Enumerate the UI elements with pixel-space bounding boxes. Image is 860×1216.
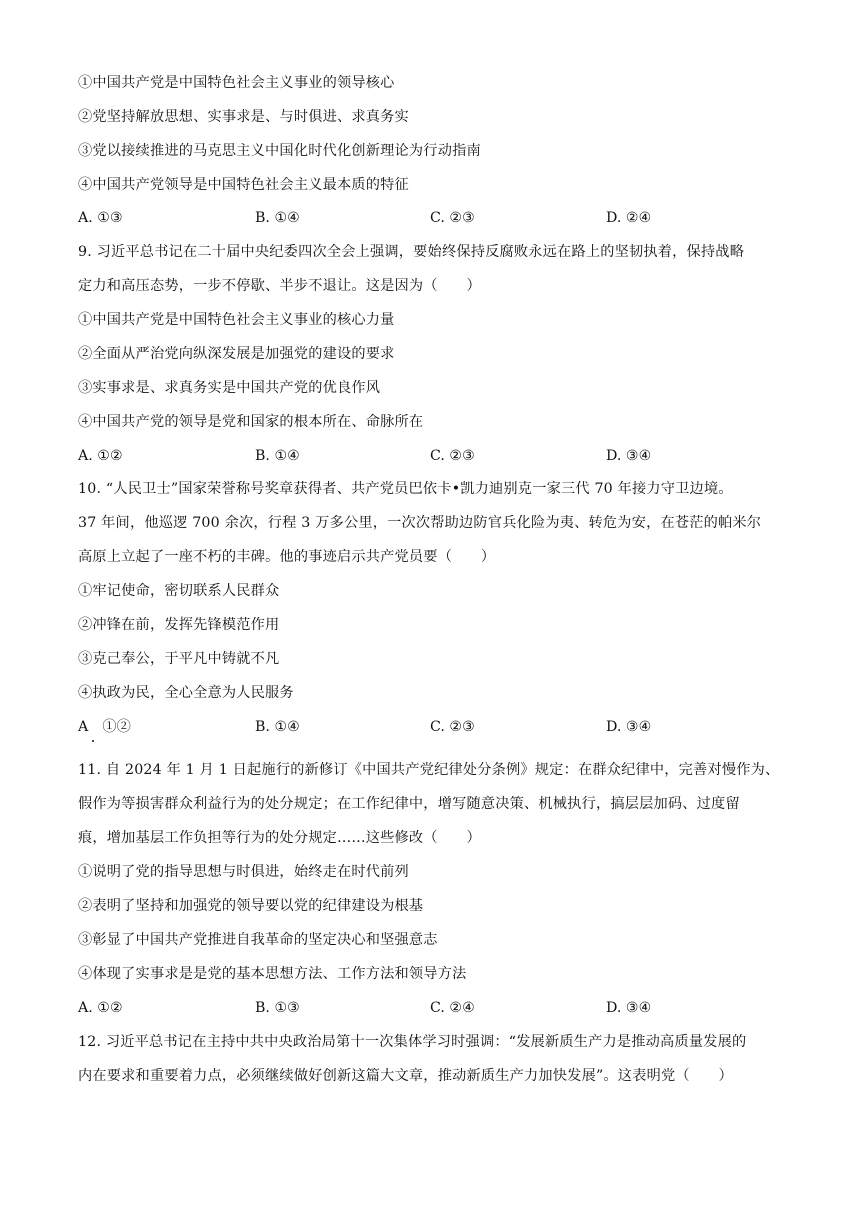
q11-option-b[interactable]: B. ①③ [255, 1000, 300, 1016]
q8-item-3: ③党以接续推进的马克思主义中国化时代化创新理论为行动指南 [78, 143, 481, 159]
q8-option-c[interactable]: C. ②③ [430, 210, 475, 226]
q11-stem-line-1: 11. 自 2024 年 1 月 1 日起施行的新修订《中国共产党纪律处分条例》规定：在群众纪律中，完善对慢作为、 [78, 762, 780, 778]
q11-item-4: ④体现了实事求是是党的基本思想方法、工作方法和领导方法 [78, 966, 467, 982]
q10-item-2: ②冲锋在前，发挥先锋模范作用 [78, 617, 280, 633]
q11-option-a[interactable]: A. ①② [78, 1000, 123, 1016]
q10-option-a[interactable]: A ①② [78, 719, 131, 735]
q9-item-3: ③实事求是、求真务实是中国共产党的优良作风 [78, 380, 381, 396]
q9-item-1: ①中国共产党是中国特色社会主义事业的核心力量 [78, 312, 395, 328]
q12-stem-line-1: 12. 习近平总书记在主持中共中央政治局第十一次集体学习时强调：“发展新质生产力是推动高质量发展的 [78, 1034, 747, 1050]
q9-option-a[interactable]: A. ①② [78, 448, 123, 464]
q9-stem-line-1: 9. 习近平总书记在二十届中央纪委四次全会上强调，要始终保持反腐败永远在路上的坚韧执着，保持战略 [78, 244, 745, 260]
q8-option-a[interactable]: A. ①③ [78, 210, 123, 226]
q10-option-c[interactable]: C. ②③ [430, 719, 475, 735]
q10-options [78, 717, 778, 737]
q12-stem-line-2: 内在要求和重要着力点，必须继续做好创新这篇大文章，推动新质生产力加快发展”。这表明党（ ） [78, 1068, 733, 1084]
q11-stem-line-2: 假作为等损害群众利益行为的处分规定；在工作纪律中，增写随意决策、机械执行，搞层层加码、过度留 [78, 796, 740, 812]
q8-item-1: ①中国共产党是中国特色社会主义事业的领导核心 [78, 75, 395, 91]
q9-stem-line-2: 定力和高压态势，一步不停歇、半步不退让。这是因为（ ） [78, 278, 481, 294]
q9-item-4: ④中国共产党的领导是党和国家的根本所在、命脉所在 [78, 414, 424, 430]
q8-option-b[interactable]: B. ①④ [255, 210, 300, 226]
q10-item-4: ④执政为民，全心全意为人民服务 [78, 685, 294, 701]
q8-item-4: ④中国共产党领导是中国特色社会主义最本质的特征 [78, 177, 409, 193]
q8-option-d[interactable]: D. ②④ [606, 210, 652, 226]
q11-option-d[interactable]: D. ③④ [606, 1000, 652, 1016]
q9-item-2: ②全面从严治党向纵深发展是加强党的建设的要求 [78, 346, 395, 362]
q11-item-2: ②表明了坚持和加强党的领导要以党的纪律建设为根基 [78, 898, 424, 914]
q10-option-d[interactable]: D. ③④ [606, 719, 652, 735]
q10-stem-line-1: 10. “人民卫士”国家荣誉称号奖章获得者、共产党员巴依卡•凯力迪别克一家三代 70 年接力守卫边境。 [78, 481, 733, 497]
q9-options [78, 446, 778, 466]
q10-stem-line-3: 高原上立起了一座不朽的丰碑。他的事迹启示共产党员要（ ） [78, 549, 496, 565]
q9-option-b[interactable]: B. ①④ [255, 448, 300, 464]
q11-item-3: ③彰显了中国共产党推进自我革命的坚定决心和坚强意志 [78, 932, 438, 948]
q10-item-3: ③克己奉公，于平凡中铸就不凡 [78, 651, 280, 667]
q9-option-d[interactable]: D. ③④ [606, 448, 652, 464]
q10-item-1: ①牢记使命，密切联系人民群众 [78, 583, 280, 599]
q11-item-1: ①说明了党的指导思想与时俱进，始终走在时代前列 [78, 864, 409, 880]
q11-option-c[interactable]: C. ②④ [430, 1000, 475, 1016]
q8-item-2: ②党坚持解放思想、实事求是、与时俱进、求真务实 [78, 109, 409, 125]
q10-option-b[interactable]: B. ①④ [255, 719, 300, 735]
q10-stem-line-2: 37 年间，他巡逻 700 余次，行程 3 万多公里，一次次帮助边防官兵化险为夷、转危为安，在苍茫的帕米尔 [78, 515, 762, 531]
q9-option-c[interactable]: C. ②③ [430, 448, 475, 464]
q11-stem-line-3: 痕，增加基层工作负担等行为的处分规定……这些修改（ ） [78, 830, 481, 846]
q8-options [78, 208, 778, 228]
q11-options [78, 998, 778, 1018]
stray-dot-mark [92, 740, 94, 742]
